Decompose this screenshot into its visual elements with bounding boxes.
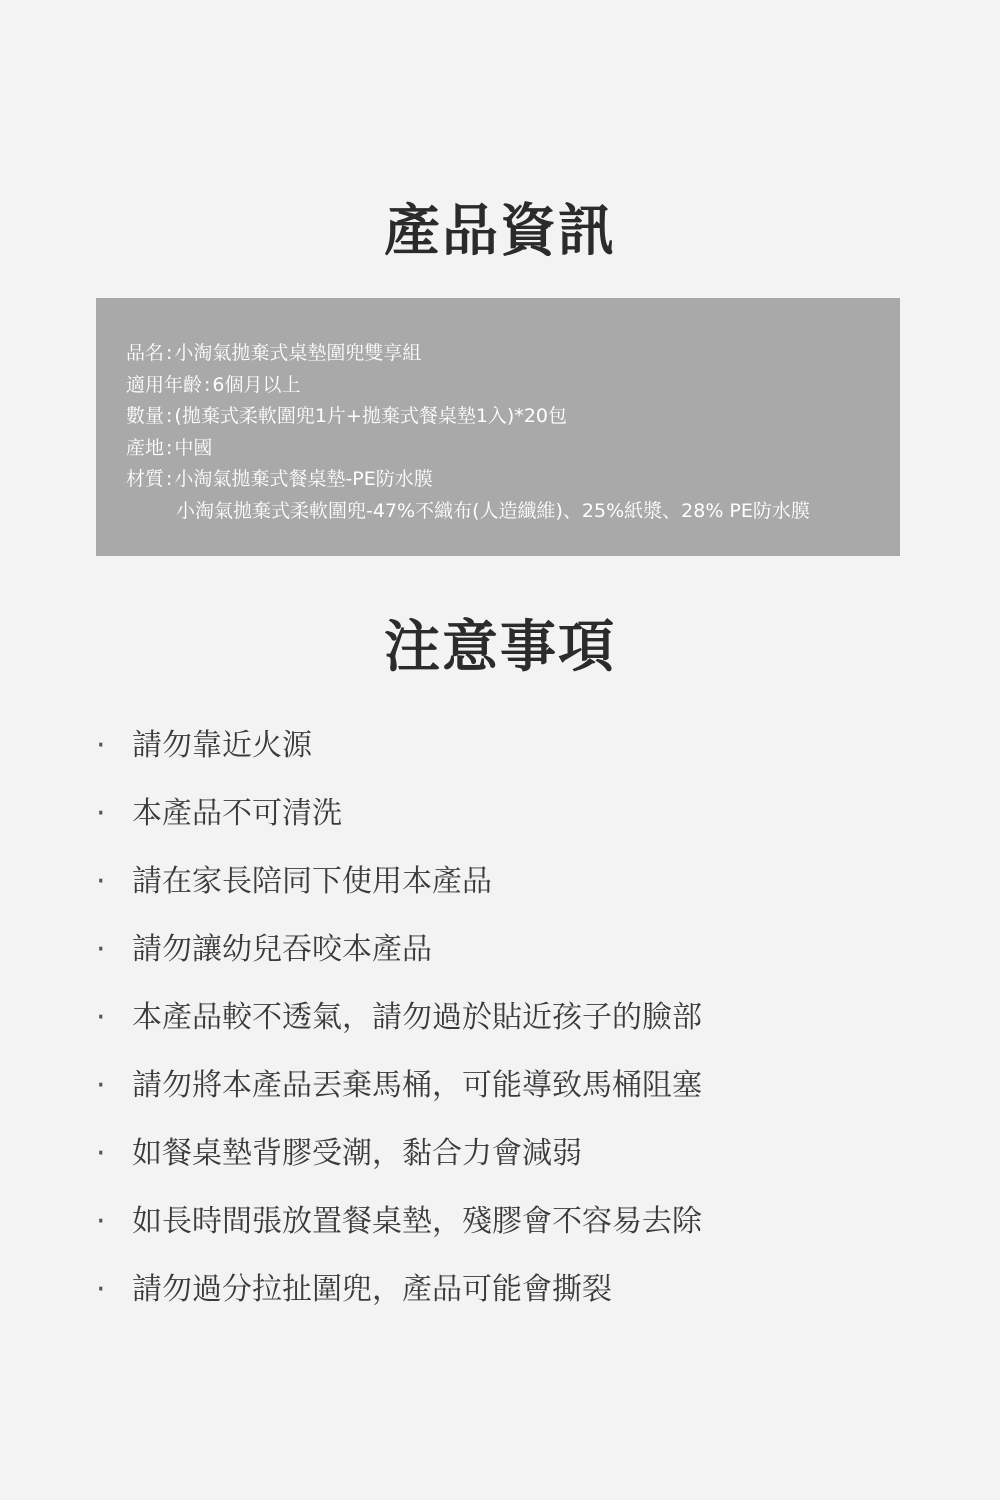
info-separator: : xyxy=(166,405,173,427)
bullet-dot: · xyxy=(96,1068,106,1103)
list-item xyxy=(96,854,702,922)
info-row-origin xyxy=(126,433,900,465)
product-info-title: 產品資訊 xyxy=(384,199,616,264)
note-text: 請勿將本產品丟棄馬桶，可能導致馬桶阻塞 xyxy=(132,1068,702,1103)
product-info-panel xyxy=(96,298,900,556)
info-value: 6個月以上 xyxy=(212,373,301,396)
info-row-material-continued xyxy=(126,496,900,528)
info-separator: : xyxy=(204,373,211,396)
info-label: 產地 xyxy=(126,436,165,459)
list-item xyxy=(96,1262,702,1330)
notes-list xyxy=(96,718,702,1330)
bullet-dot: · xyxy=(96,1204,106,1239)
info-value: 小淘氣拋棄式餐桌墊-PE防水膜 xyxy=(174,468,433,490)
info-row-name xyxy=(126,338,900,370)
notes-title: 注意事項 xyxy=(384,615,616,680)
note-text: 請勿過分拉扯圍兜，產品可能會撕裂 xyxy=(132,1272,612,1307)
list-item xyxy=(96,1058,702,1126)
bullet-dot: · xyxy=(96,1000,106,1035)
note-text: 本產品較不透氣，請勿過於貼近孩子的臉部 xyxy=(132,1000,702,1035)
note-text: 請勿靠近火源 xyxy=(132,728,312,763)
list-item xyxy=(96,718,702,786)
note-text: 請在家長陪同下使用本產品 xyxy=(132,864,492,899)
bullet-dot: · xyxy=(96,796,106,831)
bullet-dot: · xyxy=(96,1136,106,1171)
info-separator: : xyxy=(166,436,173,459)
info-row-material xyxy=(126,464,900,496)
note-text: 請勿讓幼兒吞咬本產品 xyxy=(132,932,432,967)
info-row-age xyxy=(126,370,900,402)
info-label: 數量 xyxy=(126,405,165,427)
list-item xyxy=(96,1126,702,1194)
info-row-quantity xyxy=(126,401,900,433)
info-value: 小淘氣拋棄式柔軟圍兜-47%不織布(人造纖維)、25%紙漿、28% PE防水膜 xyxy=(176,499,810,522)
info-value: (拋棄式柔軟圍兜1片+拋棄式餐桌墊1入)*20包 xyxy=(174,405,568,427)
list-item xyxy=(96,990,702,1058)
bullet-dot: · xyxy=(96,864,106,899)
info-separator: : xyxy=(166,342,173,364)
note-text: 如長時間張放置餐桌墊，殘膠會不容易去除 xyxy=(132,1204,702,1239)
info-label: 品名 xyxy=(126,342,165,364)
bullet-dot: · xyxy=(96,932,106,967)
note-text: 本產品不可清洗 xyxy=(132,796,342,831)
list-item xyxy=(96,1194,702,1262)
bullet-dot: · xyxy=(96,1272,106,1307)
list-item xyxy=(96,786,702,854)
info-label: 適用年齡 xyxy=(126,373,203,396)
info-label: 材質 xyxy=(126,468,165,490)
info-value: 中國 xyxy=(174,436,213,459)
note-text: 如餐桌墊背膠受潮，黏合力會減弱 xyxy=(132,1136,582,1171)
bullet-dot: · xyxy=(96,728,106,763)
info-value: 小淘氣拋棄式桌墊圍兜雙享組 xyxy=(174,342,422,364)
info-separator: : xyxy=(166,468,173,490)
list-item xyxy=(96,922,702,990)
